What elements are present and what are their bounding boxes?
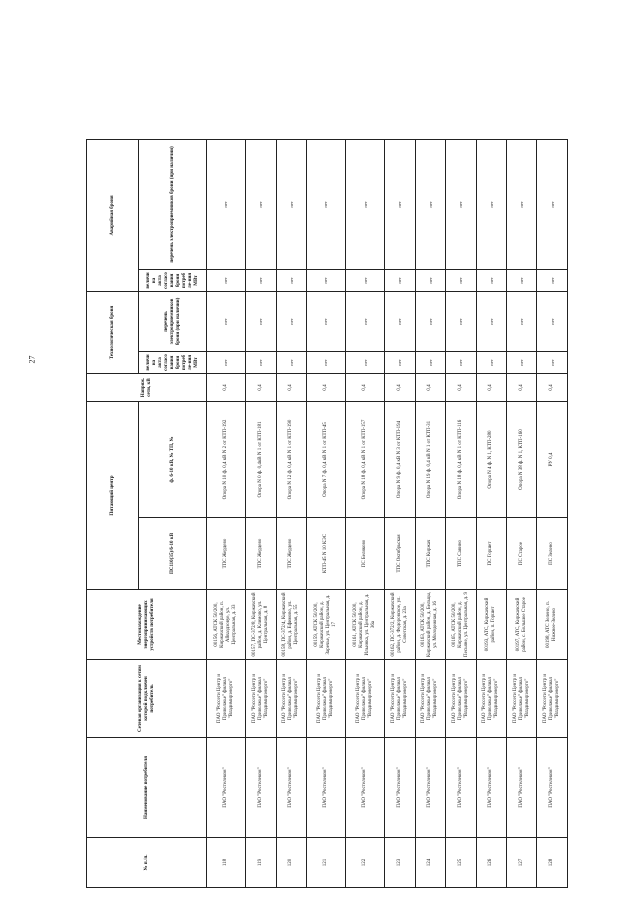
cell-emergency-list: нет bbox=[537, 139, 568, 269]
cell-location: 00198, АТС Зелено, п. Нижнее-Зелено bbox=[537, 590, 568, 660]
cell-tech-list: нет bbox=[385, 291, 415, 351]
cell-location: 00163, АТСК 50/200, Киржачский район, д. Бельцы, ул. Молодежная, д. 16 bbox=[415, 590, 445, 660]
cell-location: 00165, АТСК 50/200, Киржачский район, д. Песьяне, ул. Центральная, д. 9 bbox=[446, 590, 476, 660]
cell-voltage: 0,4 bbox=[276, 374, 306, 402]
table-row bbox=[537, 139, 568, 887]
cell-tech-value: нет bbox=[346, 352, 385, 374]
cell-ps: КТП-45 N 10 КЭС bbox=[307, 518, 346, 590]
cell-tech-value: нет bbox=[507, 352, 537, 374]
cell-feeder: Опора N 12 ф. 0,4 кВ N 1 от КТП-190 bbox=[276, 402, 306, 518]
header-emergency-list: перечень электроприемников брони (при наличии) bbox=[139, 139, 207, 269]
cell-feeder: Опора N 9 ф. 0,4 кВ N 3 от КТП-194 bbox=[385, 402, 415, 518]
header-feed-center: Питающий центр bbox=[87, 402, 139, 590]
cell-ps: ТПС Жердево bbox=[276, 518, 306, 590]
cell-tech-value: нет bbox=[246, 352, 276, 374]
header-network-org: Сетевая организация к сетям которой подключен потребитель bbox=[87, 660, 207, 738]
cell-voltage: 0,4 bbox=[246, 374, 276, 402]
cell-tech-value: нет bbox=[415, 352, 445, 374]
table-row bbox=[507, 139, 537, 887]
cell-emergency-value: нет bbox=[276, 269, 306, 291]
table-row bbox=[346, 139, 385, 887]
cell-emergency-value: нет bbox=[476, 269, 506, 291]
cell-tech-list: нет bbox=[276, 291, 306, 351]
cell-emergency-value: нет bbox=[307, 269, 346, 291]
cell-feeder: Опора N 7 ф. 0,4 кВ N 1 от КТП-45 bbox=[307, 402, 346, 518]
cell-feeder: Опора N 0 ф. 0,4кВ N 1 от КТП-181 bbox=[246, 402, 276, 518]
cell-network-org: ПАО "Россети Центр и Приволжье" филиал "Владимирэнерго" bbox=[246, 660, 276, 738]
cell-num: 121 bbox=[307, 838, 346, 888]
cell-tech-value: нет bbox=[537, 352, 568, 374]
table-row bbox=[385, 139, 415, 887]
cell-emergency-value: нет bbox=[385, 269, 415, 291]
cell-tech-list: нет bbox=[346, 291, 385, 351]
cell-emergency-list: нет bbox=[446, 139, 476, 269]
cell-ps: ТПС Октябрьская bbox=[385, 518, 415, 590]
cell-num: 128 bbox=[537, 838, 568, 888]
cell-ps: ПС Зелено bbox=[537, 518, 568, 590]
cell-location: 00156, АТСК 50/200, Киржачский район, п. Айваздзовуе, ул. Центральная, д. 33 bbox=[207, 590, 246, 660]
cell-consumer-name: ПАО "Ростелеком" bbox=[385, 738, 415, 838]
cell-num: 123 bbox=[385, 838, 415, 888]
cell-num: 126 bbox=[476, 838, 506, 888]
cell-voltage: 0,4 bbox=[446, 374, 476, 402]
cell-tech-value: нет bbox=[476, 352, 506, 374]
cell-feeder: Опора N 10 ф. 0,4 кВ N 2 от КТП-192 bbox=[207, 402, 246, 518]
cell-feeder: Опора N 38 ф. N 1, КТП-160 bbox=[507, 402, 537, 518]
cell-ps: ПС Старое bbox=[507, 518, 537, 590]
cell-network-org: ПАО "Россети Центр и Приволжье" филиал "Владимирэнерго" bbox=[385, 660, 415, 738]
cell-emergency-list: нет bbox=[507, 139, 537, 269]
cell-emergency-list: нет bbox=[276, 139, 306, 269]
cell-consumer-name: ПАО "Ростелеком" bbox=[307, 738, 346, 838]
cell-consumer-name: ПАО "Ростелеком" bbox=[246, 738, 276, 838]
cell-location: 00157, ПС-372/8, Киржачский район, д. Климово, ул. Центральная, д. 8 bbox=[246, 590, 276, 660]
header-emergency-value: величина акта согласования брони потребле-ния МВт bbox=[139, 269, 207, 291]
cell-tech-list: нет bbox=[446, 291, 476, 351]
cell-ps: ТПС Жердево bbox=[246, 518, 276, 590]
cell-location: 00193, АТС, Киржачский район, п. Горшет bbox=[476, 590, 506, 660]
cell-feeder: Опора N 19 ф. 0,4 кВ N 1 от КТП-31 bbox=[415, 402, 445, 518]
cell-emergency-value: нет bbox=[207, 269, 246, 291]
cell-emergency-value: нет bbox=[537, 269, 568, 291]
cell-num: 119 bbox=[246, 838, 276, 888]
cell-feeder: Опора N 18 ф. 0,4 кВ N 1 от КТП-157 bbox=[346, 402, 385, 518]
cell-feeder: РУ 0,4 bbox=[537, 402, 568, 518]
cell-network-org: ПАО "Россети Центр и Приволжье" филиал "Владимирэнерго" bbox=[207, 660, 246, 738]
cell-tech-value: нет bbox=[446, 352, 476, 374]
cell-network-org: ПАО "Россети Центр и Приволжье" филиал "Владимирэнерго" bbox=[507, 660, 537, 738]
cell-emergency-list: нет bbox=[246, 139, 276, 269]
cell-num: 125 bbox=[446, 838, 476, 888]
cell-consumer-name: ПАО "Ростелеком" bbox=[346, 738, 385, 838]
cell-emergency-value: нет bbox=[446, 269, 476, 291]
cell-network-org: ПАО "Россети Центр и Приволжье" филиал "Владимирэнерго" bbox=[415, 660, 445, 738]
cell-consumer-name: ПАО "Ростелеком" bbox=[507, 738, 537, 838]
cell-tech-value: нет bbox=[385, 352, 415, 374]
table-row bbox=[446, 139, 476, 887]
cell-tech-list: нет bbox=[207, 291, 246, 351]
header-location: Местонахождение энергопринимающих устройств потребителя bbox=[87, 590, 207, 660]
cell-emergency-value: нет bbox=[507, 269, 537, 291]
cell-tech-value: нет bbox=[307, 352, 346, 374]
header-consumer-name: Наименование потребителя bbox=[87, 738, 207, 838]
cell-voltage: 0,4 bbox=[346, 374, 385, 402]
cell-feeder: Опора N 4 ф. N 1, КТП-280 bbox=[476, 402, 506, 518]
cell-emergency-list: нет bbox=[476, 139, 506, 269]
cell-location: 00161, АТСК 50/200, Киржачский район, д. Ильинка, ул. Центральная, д. 36а bbox=[346, 590, 385, 660]
header-row-1 bbox=[87, 139, 139, 887]
cell-num: 127 bbox=[507, 838, 537, 888]
cell-emergency-list: нет bbox=[385, 139, 415, 269]
cell-consumer-name: ПАО "Ростелеком" bbox=[276, 738, 306, 838]
header-feeder: ф. 6-10 кВ, № ТП, № bbox=[139, 402, 207, 518]
cell-tech-value: нет bbox=[207, 352, 246, 374]
cell-network-org: ПАО "Россети Центр и Приволжье" филиал "Владимирэнерго" bbox=[537, 660, 568, 738]
cell-tech-list: нет bbox=[246, 291, 276, 351]
cell-feeder: Опора N 18 ф. 0,4 кВ N 1 от КТП-116 bbox=[446, 402, 476, 518]
page-number: 27 bbox=[27, 355, 37, 364]
table-row bbox=[246, 139, 276, 887]
cell-network-org: ПАО "Россети Центр и Приволжье" филиал "Владимирэнерго" bbox=[476, 660, 506, 738]
cell-network-org: ПАО "Россети Центр и Приволжье" филиал "Владимирэнерго" bbox=[446, 660, 476, 738]
cell-consumer-name: ПАО "Ростелеком" bbox=[415, 738, 445, 838]
cell-ps: ТПС Савино bbox=[446, 518, 476, 590]
header-tech-value: величина акта согласования брони потребле-ния МВт bbox=[139, 352, 207, 374]
cell-ps: ТПС Киржач bbox=[415, 518, 445, 590]
cell-tech-value: нет bbox=[276, 352, 306, 374]
header-emergency-armor: Аварийная броня bbox=[87, 139, 139, 291]
table-row bbox=[415, 139, 445, 887]
header-tech-armor: Технологическая броня bbox=[87, 291, 139, 373]
cell-tech-list: нет bbox=[507, 291, 537, 351]
cell-voltage: 0,4 bbox=[207, 374, 246, 402]
cell-num: 118 bbox=[207, 838, 246, 888]
cell-emergency-list: нет bbox=[415, 139, 445, 269]
cell-num: 124 bbox=[415, 838, 445, 888]
cell-location: 00197, АТС, Киржачский район, с. Большое Старое bbox=[507, 590, 537, 660]
cell-emergency-list: нет bbox=[346, 139, 385, 269]
cell-num: 120 bbox=[276, 838, 306, 888]
header-voltage: Напряж. сети, кВ bbox=[87, 374, 207, 402]
cell-tech-list: нет bbox=[415, 291, 445, 351]
table-row bbox=[276, 139, 306, 887]
cell-emergency-list: нет bbox=[207, 139, 246, 269]
table-row bbox=[307, 139, 346, 887]
cell-tech-list: нет bbox=[307, 291, 346, 351]
cell-tech-list: нет bbox=[476, 291, 506, 351]
cell-tech-list: нет bbox=[537, 291, 568, 351]
cell-consumer-name: ПАО "Ростелеком" bbox=[207, 738, 246, 838]
cell-consumer-name: ПАО "Ростелеком" bbox=[537, 738, 568, 838]
header-ps: ПС110(35)/6-10 кВ bbox=[139, 518, 207, 590]
cell-voltage: 0,4 bbox=[476, 374, 506, 402]
cell-voltage: 0,4 bbox=[385, 374, 415, 402]
cell-ps: ПС Горшет bbox=[476, 518, 506, 590]
table-row bbox=[207, 139, 246, 887]
cell-num: 122 bbox=[346, 838, 385, 888]
rotated-table-container bbox=[86, 140, 568, 888]
table-row bbox=[476, 139, 506, 887]
cell-voltage: 0,4 bbox=[537, 374, 568, 402]
cell-voltage: 0,4 bbox=[307, 374, 346, 402]
cell-location: 00162, ПС-372/2, Киржачский район, д. Федоровское, ул. Советская, д. 23а bbox=[385, 590, 415, 660]
cell-network-org: ПАО "Россети Центр и Приволжье" филиал "Владимирэнерго" bbox=[346, 660, 385, 738]
cell-ps: ТПС Жердево bbox=[207, 518, 246, 590]
cell-consumer-name: ПАО "Ростелеком" bbox=[446, 738, 476, 838]
cell-emergency-list: нет bbox=[307, 139, 346, 269]
reservation-table bbox=[86, 139, 568, 888]
cell-network-org: ПАО "Россети Центр и Приволжье" филиал "Владимирэнерго" bbox=[307, 660, 346, 738]
cell-voltage: 0,4 bbox=[415, 374, 445, 402]
cell-network-org: ПАО "Россети Центр и Приволжье" филиал "Владимирэнерго" bbox=[276, 660, 306, 738]
table-body bbox=[207, 139, 568, 887]
header-num: № п./п. bbox=[87, 838, 207, 888]
cell-emergency-value: нет bbox=[415, 269, 445, 291]
cell-emergency-value: нет bbox=[346, 269, 385, 291]
cell-voltage: 0,4 bbox=[507, 374, 537, 402]
cell-consumer-name: ПАО "Ростелеком" bbox=[476, 738, 506, 838]
header-tech-list: перечень электроприемников брони (при наличии) bbox=[139, 291, 207, 351]
cell-ps: ПС Беляково bbox=[346, 518, 385, 590]
cell-location: 00158, ПС-372/4, Киржачский район, д. Ефимово, ул. Центральная, д. 55 bbox=[276, 590, 306, 660]
cell-emergency-value: нет bbox=[246, 269, 276, 291]
cell-location: 00159, АТСК 50/200, Киржачский район, д. Заречье, ул. Центральная, д. 17 bbox=[307, 590, 346, 660]
